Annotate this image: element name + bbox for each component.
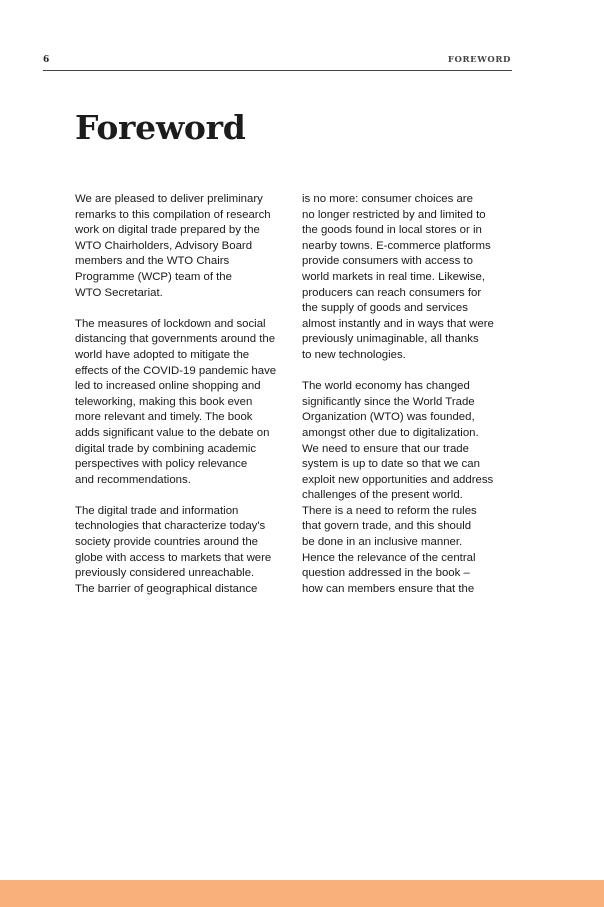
paragraph: We are pleased to deliver preliminary remarks to this compilation of research work on digital trade prepared by the WTO Chairholders, Advisory Board members and the WTO Chairs Programme (WCP) team of the WTO Secretariat.: [75, 193, 271, 299]
paragraph: The measures of lockdown and social distancing that governments around the world have adopted to mitigate the effects of the COVID-19 pandemic have led to increased online shopping and teleworking, making this book even more relevant and timely. The book adds significant value to the debate on digital trade by combining academic perspectives with policy relevance and recommendations.: [75, 317, 277, 486]
running-header: FOREWORD: [447, 55, 511, 65]
text-column-right: [302, 192, 508, 613]
page-title: Foreword: [75, 108, 246, 147]
paragraph: is no more: consumer choices are no longer restricted by and limited to the goods found in local stores or in nearby towns. E-commerce platforms provide consumers with access to world markets in real time. Likewise, producers can reach consumers for the supply of goods and services almost instantly and in ways that were previously unimaginable, all thanks to new technologies.: [302, 193, 494, 361]
page-number: 6: [43, 55, 50, 65]
text-column-left: [75, 192, 287, 613]
paragraph: The world economy has changed significantly since the World Trade Organization (WTO) was founded, amongst other due to digitalization. We need to ensure that our trade system is up to date so that we can exploit new opportunities and address challenges of the present world. There is a need to reform the rules that govern trade, and this should be done in an inclusive manner. Hence the relevance of the central question addressed in the book – how can members ensure that the: [302, 380, 494, 595]
header-rule: [43, 70, 512, 71]
footer-band: [0, 880, 604, 907]
paragraph: The digital trade and information technologies that characterize today's society provide countries around the globe with access to markets that were previously considered unreachable. The barrier of geographical distance: [75, 504, 272, 595]
